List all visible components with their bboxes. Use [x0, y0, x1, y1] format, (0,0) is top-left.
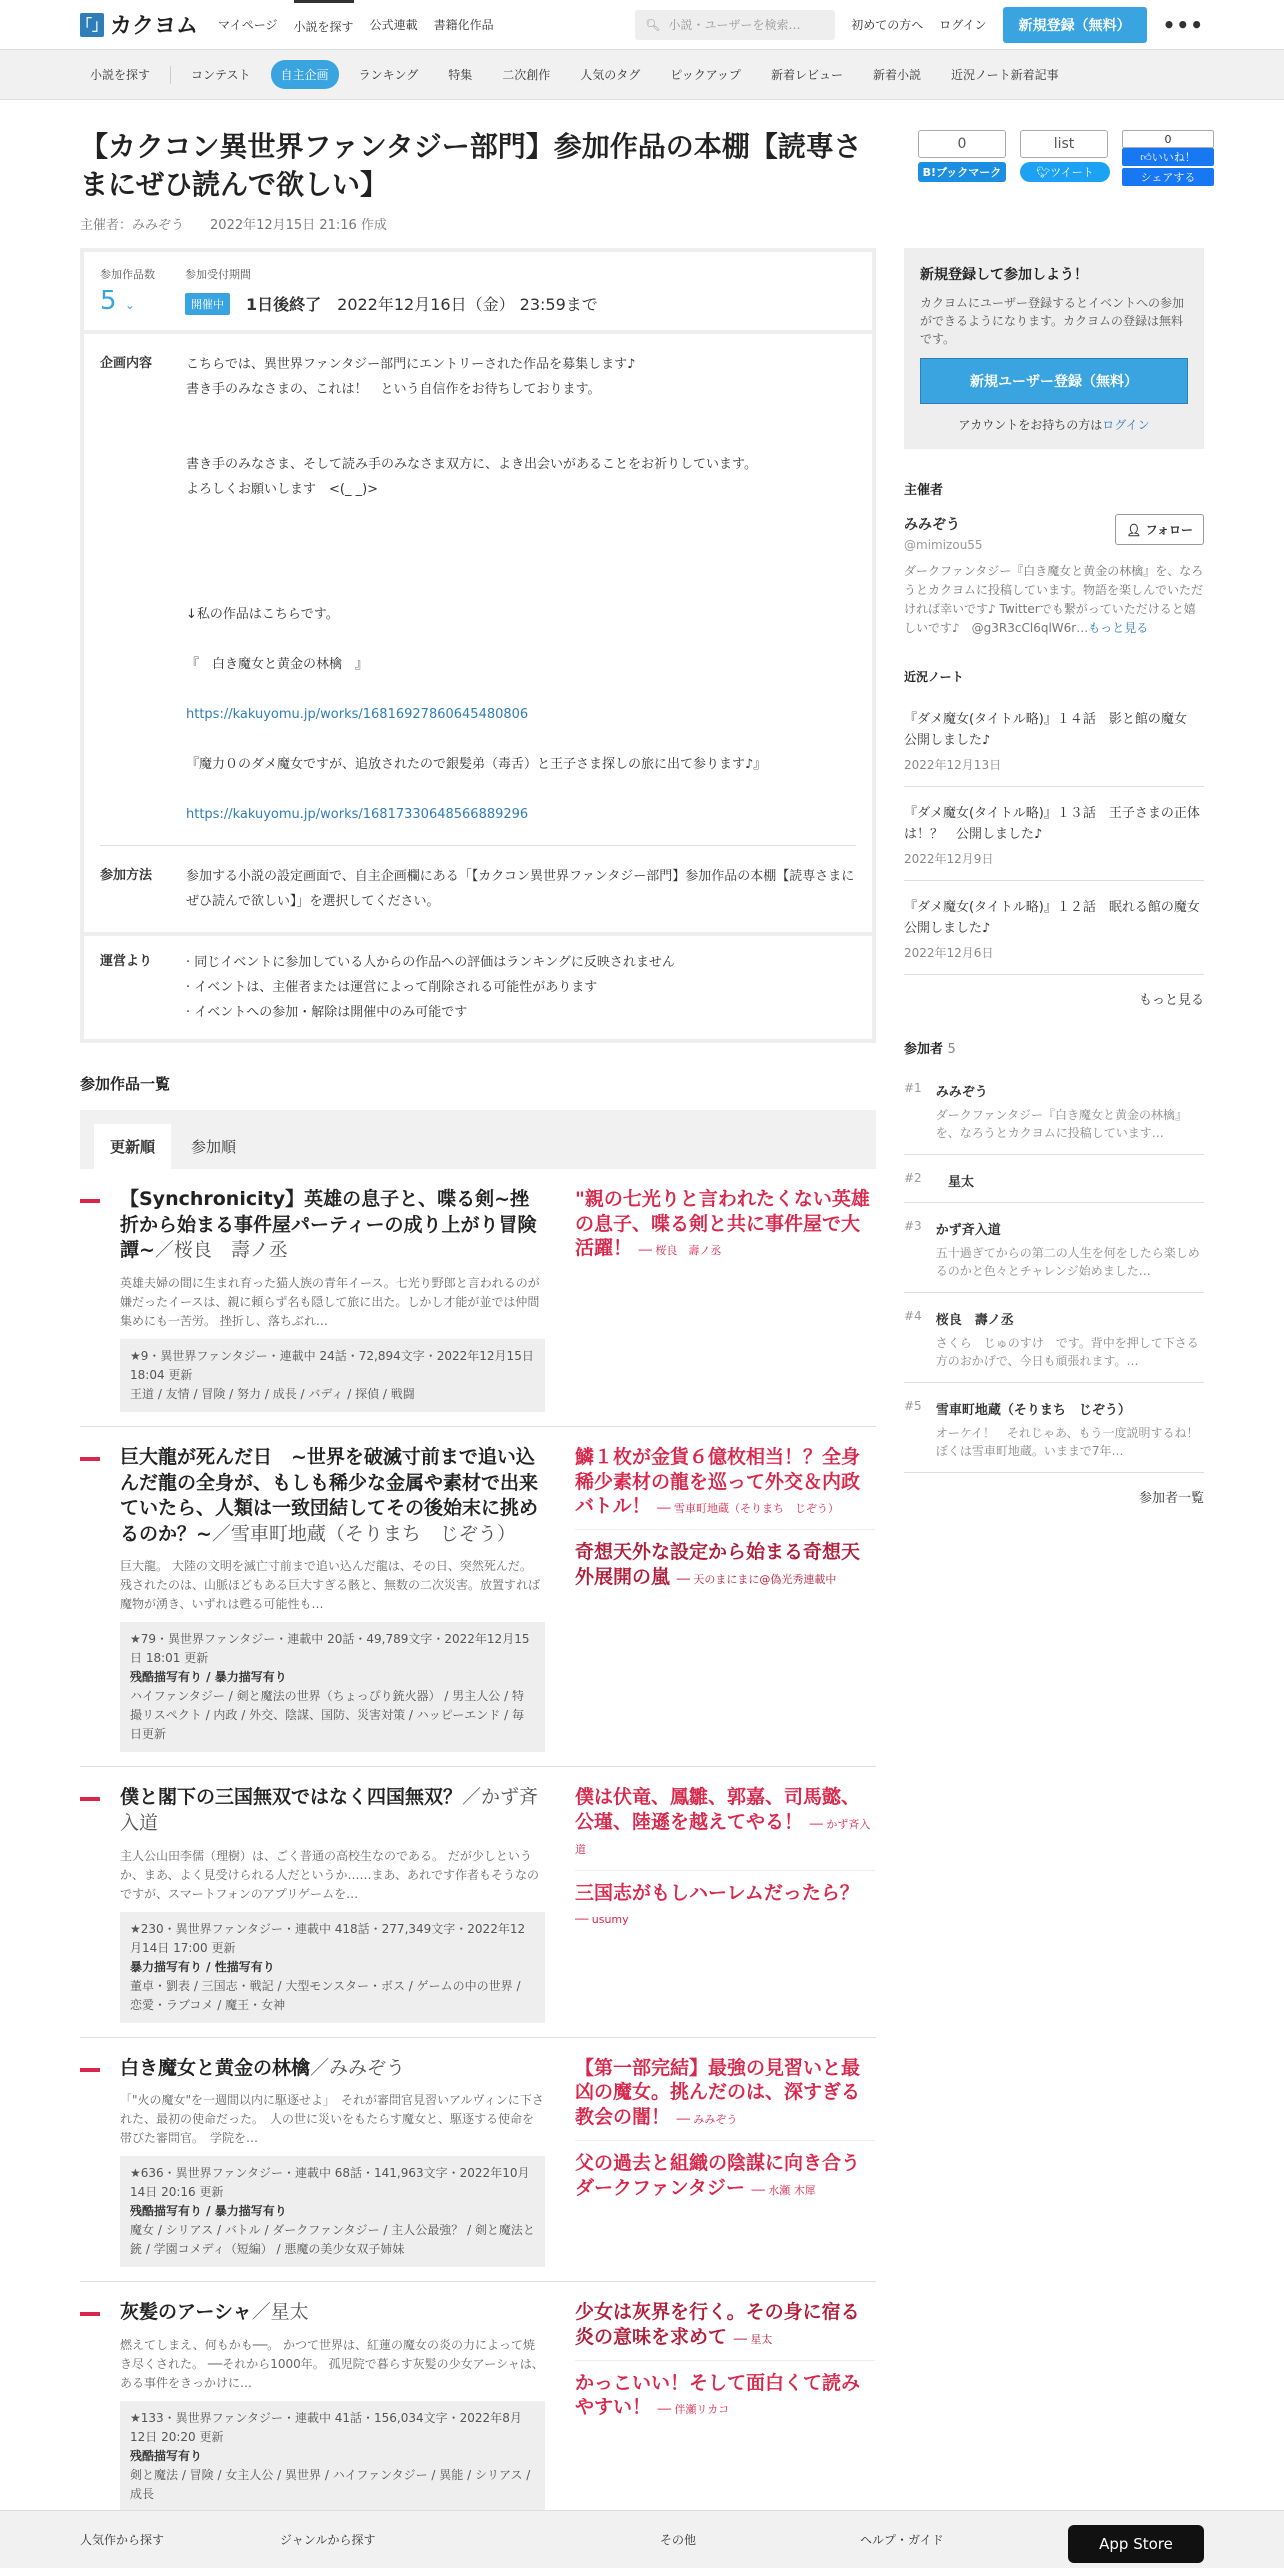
catchphrase-author: ── usumy — [575, 1913, 629, 1927]
participant-name: 星太 — [948, 1175, 975, 1190]
organizer-id: @mimizou55 — [904, 538, 983, 552]
catchphrase[interactable] — [575, 2151, 875, 2210]
work-catchphrases — [575, 2056, 875, 2268]
works-tabs — [80, 1110, 876, 1169]
participants-count: 5 — [947, 1042, 956, 1057]
sidebar-login-link[interactable]: ログイン — [1102, 418, 1150, 432]
catchphrase[interactable] — [575, 1785, 875, 1870]
participant-item[interactable] — [904, 1203, 1204, 1293]
subnav-self-event[interactable]: 自主企画 — [271, 60, 339, 89]
work-title-text: 白き魔女と黄金の林檎 — [120, 2056, 311, 2079]
catchphrase-text: 鱗１枚が金貨６億枚相当！？全身稀少素材の龍を巡って外交＆内政バトル！ — [575, 1445, 861, 1518]
catchphrase-author: ── 天のまにまに@偽光秀連載中 — [676, 1572, 837, 1586]
participant-name: かず斉入道 — [935, 1223, 1001, 1238]
note-item: · 同じイベントに参加している人からの作品への評価はランキングに反映されません — [186, 955, 675, 970]
work-catchphrases — [575, 1785, 875, 2022]
catchphrase-text: 奇想天外な設定から始まる奇想天外展開の嵐 — [575, 1540, 861, 1588]
footer — [0, 2510, 1284, 2568]
work-title[interactable] — [120, 2300, 545, 2326]
catchphrase[interactable] — [575, 1540, 875, 1599]
note-item: · イベントは、主催者または運営によって削除される可能性があります — [186, 980, 598, 995]
work-title[interactable] — [120, 2056, 545, 2082]
nav-find-novels[interactable]: 小説を探す — [294, 0, 354, 50]
works-section-title: 参加作品一覧 — [80, 1075, 171, 1093]
participant-rank: #2 — [904, 1171, 922, 1185]
news-date: 2022年12月6日 — [904, 946, 994, 960]
like-label: いいね！ — [1151, 151, 1196, 164]
participant-name: 雪車町地蔵（そりまち じぞう） — [935, 1403, 1131, 1418]
work-item — [80, 2282, 876, 2527]
subnav-tags[interactable]: 人気のタグ — [580, 68, 641, 82]
work-item — [80, 1427, 876, 1768]
footer-help[interactable]: ヘルプ・ガイド — [860, 2533, 944, 2547]
news-date: 2022年12月9日 — [904, 852, 994, 866]
subnav-new-novels[interactable]: 新着小説 — [872, 68, 921, 82]
subnav-pickup[interactable]: ピックアップ — [670, 68, 741, 82]
work-tags[interactable]: ハイファンタジー / 剣と魔法の世界（ちょっぴり銃火器） / 男主人公 / 特撮リスペクト / 内政 / 外交、陰謀、国防、災害対策 / ハッピーエンド / 毎日更新 — [130, 1689, 524, 1742]
work-count-value: 5 — [100, 286, 117, 316]
organizer-bio — [904, 562, 1204, 638]
follow-button[interactable] — [1115, 514, 1204, 545]
register-box-title: 新規登録して参加しよう！ — [920, 267, 1088, 283]
work-author[interactable]: ／かず斉入道 — [120, 1786, 539, 1835]
work-warnings: 残酷描写有り — [130, 2449, 203, 2464]
catchphrase[interactable] — [575, 2300, 875, 2360]
work-warnings: 残酷描写有り / 暴力描写有り — [130, 1670, 287, 1685]
search-icon: 🔍︎ — [645, 17, 661, 32]
user-plus-icon: 👤︎ — [1126, 523, 1142, 537]
participants-list — [904, 1065, 1204, 1473]
deadline: 2022年12月16日（金） 23:59まで — [337, 295, 598, 314]
work-description: 燃えてしまえ、何もかも──。 かつて世界は、紅蓮の魔女の炎の力によって焼き尽くされた。 ──それから1000年。 孤児院で暮らす灰髪の少女アーシャは、ある事件をきっかけに… — [120, 2338, 544, 2391]
news-title: 『ダメ魔女(タイトル略)』１３話 王子さまの正体は！？ 公開しました♪ — [904, 806, 1200, 842]
work-tags[interactable]: 王道 / 友情 / 冒険 / 努力 / 成長 / バディ / 探偵 / 戦闘 — [130, 1386, 415, 1401]
period-label: 参加受付期間 — [185, 268, 251, 281]
news-more-link[interactable]: もっと見る — [1138, 993, 1204, 1008]
work-tags[interactable]: 董卓・劉表 / 三国志・戦記 / 大型モンスター・ボス / ゲームの中の世界 / 恋愛・ラブコメ / 魔王・女神 — [130, 1978, 521, 2012]
subnav-find[interactable]: 小説を探す — [90, 68, 151, 82]
work-catchphrases — [575, 1187, 875, 1412]
catchphrase-author: ── かず斉入道 — [575, 1818, 871, 1856]
bio-more-link[interactable]: もっと見る — [1088, 621, 1149, 635]
login-link[interactable]: ログイン — [939, 18, 987, 32]
divider — [170, 66, 171, 84]
work-description: 英雄夫婦の間に生まれ育った猫人族の青年イース。七光り野郎と言われるのが嫌だったイースは、親に頼らず名も隠して旅に出た。しかし才能が並では仲間集めにも一苦労。 挫折し、落ちぶれ… — [120, 1275, 540, 1328]
subnav-fanfic[interactable]: 二次創作 — [502, 68, 551, 82]
work-link[interactable]: https://kakuyomu.jp/works/16816927860645480806 — [186, 707, 529, 722]
social-buttons — [918, 130, 1214, 186]
catchphrase-author: ── 水瀬 木犀 — [751, 2183, 816, 2197]
work-tags[interactable]: 魔女 / シリアス / バトル / ダークファンタジー / 主人公最強？ / 剣と魔法と銃 / 学園コメディ（短編） / 悪魔の美少女双子姉妹 — [130, 2223, 535, 2257]
follow-label: フォロー — [1145, 523, 1193, 537]
catchphrase-text: "親の七光りと言われたくない英雄の息子、喋る剣と共に事件屋で大活躍！ — [575, 1188, 870, 1260]
participant-item[interactable] — [904, 1383, 1204, 1473]
work-catchphrases — [575, 2300, 875, 2512]
participant-name: みみぞう — [935, 1085, 988, 1100]
nav-mypage[interactable]: マイページ — [218, 18, 278, 32]
work-marker — [80, 2068, 100, 2072]
participant-rank: #3 — [904, 1219, 922, 1233]
catchphrase[interactable] — [575, 2056, 875, 2141]
work-title-text: 巨大龍が死んだ日 ~世界を破滅寸前まで追い込んだ龍の全身が、もしも稀少な金属や素材で出来ていたら、人類は一致団結してその後始末に挑めるのか？~ — [120, 1445, 539, 1545]
organizer-bio-text: ダークファンタジー『白き魔女と黄金の林檎』を、なろうとカクヨムに投稿しています。物語を楽しんでいただければ幸いです♪ Twitterでも繋がっていただけると嬉しいです♪ @g3R3cCl6qlW6r… — [904, 564, 1204, 635]
subnav-contest[interactable]: コンテスト — [191, 68, 251, 82]
participant-rank: #5 — [904, 1399, 922, 1413]
work-stats: ★79・異世界ファンタジー・連載中 20話・49,789文字・2022年12月15日 18:01 更新 — [130, 1632, 530, 1666]
nav-books[interactable]: 書籍化作品 — [433, 18, 494, 32]
work-tags[interactable]: 剣と魔法 / 冒険 / 女主人公 / 異世界 / ハイファンタジー / 異能 / シリアス / 成長 — [130, 2468, 531, 2502]
news-title: 『ダメ魔女(タイトル略)』１２話 眠れる館の魔女 公開しました♪ — [904, 900, 1213, 936]
work-title[interactable] — [120, 1445, 545, 1548]
subnav-ranking[interactable]: ランキング — [358, 68, 419, 82]
notes-label: 運営より — [100, 954, 153, 969]
page-title: 【カクコン異世界ファンタジー部門】参加作品の本棚【読専さまにぜひ読んで欲しい】 — [80, 130, 862, 201]
work-meta — [120, 1339, 545, 1412]
logo[interactable] — [77, 9, 199, 40]
catchphrase-text: 少女は灰界を行く。その身に宿る炎の意味を求めて — [575, 2301, 860, 2349]
like-count: 0 — [1122, 130, 1214, 148]
participant-bio: さくら じゅのすけ です。背中を押して下さる方のおかげで、今日も頑張れます。… — [935, 1336, 1199, 1368]
content-line: よろしくお願いします <(_ _)> — [186, 482, 379, 497]
work-author[interactable]: ／みみぞう — [310, 2056, 406, 2079]
work-marker — [80, 2312, 100, 2316]
work-item — [80, 1767, 876, 2037]
sub-nav — [0, 50, 1284, 100]
app-store-button[interactable]: App Store — [1068, 2525, 1204, 2563]
catchphrase-text: 僕は伏竜、鳳雛、郭嘉、司馬懿、公瑾、陸遜を越えてやる！ — [575, 1786, 861, 1834]
work-meta — [120, 1622, 545, 1752]
work-marker — [80, 1797, 100, 1801]
footer-popular[interactable]: 人気作から探す — [80, 2533, 165, 2547]
participant-rank: #1 — [904, 1081, 922, 1095]
work-description: 「"火の魔女"を一週間以内に駆逐せよ」 それが審問官見習いアルヴィンに下された、最初の使命だった。 人の世に災いをもたらす魔女と、駆逐する使命を帯びた審問官。 学院を… — [120, 2093, 544, 2146]
catchphrase-text: 【第一部完結】最強の見習いと最凶の魔女。挑んだのは、深すぎる教会の闇！ — [575, 2056, 861, 2129]
method-label: 参加方法 — [100, 868, 153, 883]
search-input[interactable] — [635, 10, 835, 40]
participant-bio: 五十過ぎてからの第二の人生を何をしたら楽しめるのかと色々とチャレンジ始めました… — [935, 1246, 1200, 1278]
participant-item[interactable] — [904, 1065, 1204, 1155]
sidebar — [904, 248, 1213, 1506]
work-description: 主人公山田李儒（理樹）は、ごく普通の高校生なのである。 だが少しというか、まあ、よく見受けられる人だというか……まあ、あれです作者もそうなのですが、スマートフォンのアプリゲームを… — [120, 1848, 540, 1901]
subnav-reviews[interactable]: 新着レビュー — [770, 68, 843, 82]
catchphrase-author: ── 雪車町地蔵（そりまち じぞう） — [657, 1502, 839, 1516]
more-menu-icon[interactable]: ••• — [1162, 12, 1204, 37]
tab-updated[interactable]: 更新順 — [94, 1124, 171, 1169]
catchphrase-author: ── 伴瀬リカコ — [657, 2403, 730, 2417]
work-stats: ★9・異世界ファンタジー・連載中 24話・72,894文字・2022年12月15日 18:04 更新 — [130, 1348, 534, 1382]
list-button[interactable]: list — [1020, 130, 1108, 158]
footer-other[interactable]: その他 — [660, 2533, 697, 2547]
news-date: 2022年12月13日 — [904, 758, 1002, 772]
organizer-heading: 主催者 — [904, 483, 944, 498]
catchphrase[interactable] — [575, 1445, 875, 1530]
top-header — [0, 0, 1284, 50]
catchphrase[interactable] — [575, 1187, 875, 1271]
participant-rank: #4 — [904, 1309, 922, 1323]
login-prefix: アカウントをお持ちの方は — [958, 418, 1103, 432]
catchphrase[interactable] — [575, 1881, 875, 1940]
tweet-label: ツイート — [1050, 166, 1094, 179]
thumbs-up-icon: 👍︎ — [1140, 150, 1152, 164]
hatena-bookmark-button[interactable]: B!ブックマーク — [918, 162, 1006, 182]
chevron-down-icon: ⌄ — [124, 298, 135, 312]
work-meta — [120, 2156, 545, 2267]
work-title[interactable] — [120, 1187, 545, 1264]
register-button[interactable]: 新規登録（無料） — [1003, 7, 1147, 43]
logo-text: カクヨム — [110, 14, 199, 39]
content-body — [186, 352, 766, 827]
participant-item[interactable] — [904, 1293, 1204, 1383]
participants-label: 参加者 — [904, 1042, 944, 1057]
work-warnings: 暴力描写有り / 性描写有り — [130, 1959, 275, 1974]
notes-list — [186, 950, 675, 1025]
work-link[interactable]: https://kakuyomu.jp/works/16817330648566889296 — [186, 807, 529, 822]
page-meta — [80, 214, 880, 233]
like-button[interactable] — [1122, 148, 1214, 166]
work-catchphrases — [575, 1445, 875, 1753]
news-heading: 近況ノート — [904, 670, 964, 684]
work-author[interactable]: ／桜良 壽ノ丞 — [154, 1239, 288, 1262]
content-line: 書き手のみなさま、そして読み手のみなさま双方に、よき出会いがあることをお祈りしています。 — [186, 457, 757, 472]
twitter-icon: 🐦︎ — [1036, 165, 1051, 179]
news-title: 『ダメ魔女(タイトル略)』１４話 影と館の魔女 公開しました♪ — [904, 712, 1200, 748]
participants-heading — [904, 1038, 1204, 1065]
note-item: · イベントへの参加・解除は開催中のみ可能です — [186, 1005, 468, 1020]
tab-joined[interactable]: 参加順 — [191, 1138, 237, 1156]
event-info-box — [80, 248, 876, 1043]
content-label: 企画内容 — [100, 356, 153, 371]
remaining-time: 1日後終了 — [246, 295, 322, 314]
work-stats: ★133・異世界ファンタジー・連載中 41話・156,034文字・2022年8月12日 20:20 更新 — [130, 2411, 522, 2445]
work-title-text: 僕と閣下の三国無双ではなく四国無双？ — [120, 1786, 463, 1809]
catchphrase-text: かっこいい！そして面白くて読みやすい！ — [575, 2371, 861, 2419]
works-list — [80, 1169, 876, 2527]
catchphrase-author: ── 星太 — [733, 2333, 773, 2347]
register-box — [904, 248, 1204, 449]
work-title[interactable] — [120, 1785, 545, 1836]
work-marker — [80, 1199, 100, 1203]
work-stats: ★636・異世界ファンタジー・連載中 68話・141,963文字・2022年10月14日 20:16 更新 — [130, 2166, 530, 2200]
work-author[interactable]: ／星太 — [251, 2301, 309, 2324]
participant-item[interactable] — [904, 1155, 1204, 1203]
content-line: 書き手のみなさまの、これは！ という自信作をお待ちしております。 — [186, 382, 601, 397]
news-item[interactable] — [904, 693, 1204, 787]
created-date: 2022年12月15日 21:16 作成 — [210, 217, 387, 233]
work-title-text: 灰髪のアーシャ — [120, 2301, 252, 2324]
news-item[interactable] — [904, 881, 1213, 975]
catchphrase-author: ── 桜良 壽ノ丞 — [638, 1244, 722, 1258]
participant-bio: オーケイ！ それじゃあ、もう一度説明するね！ぼくは雪車町地蔵。いままで7年… — [935, 1426, 1199, 1458]
participant-name: 桜良 壽ノ丞 — [935, 1313, 1014, 1328]
work-title-text: 【Synchronicity】英雄の息子と、喋る剣~挫折から始まる事件屋パーティーの成り上がり冒険譚~ — [120, 1188, 537, 1262]
work-warnings: 残酷描写有り / 暴力描写有り — [130, 2204, 287, 2219]
catchphrase[interactable] — [575, 2371, 875, 2430]
tweet-button[interactable] — [1020, 162, 1110, 182]
organizer: 主催者：みみぞう — [80, 217, 185, 233]
organizer-name[interactable]: みみぞう — [904, 517, 960, 533]
work-item — [80, 2038, 876, 2283]
participant-bio: ダークファンタジー『白き魔女と黄金の林檎』を、なろうとカクヨムに投稿しています… — [935, 1108, 1187, 1140]
footer-genre[interactable]: ジャンルから探す — [280, 2533, 376, 2547]
count-label: 参加作品数 — [100, 268, 155, 281]
content-line: ↓私の作品はこちらです。 — [186, 607, 339, 622]
subnav-news[interactable]: 近況ノート新着記事 — [950, 68, 1059, 82]
subnav-feature[interactable]: 特集 — [448, 68, 473, 82]
content-line: 『魔力０のダメ魔女ですが、追放されたので銀髪弟（毒舌）と王子さま探しの旅に出て参ります♪』 — [186, 757, 767, 772]
work-meta — [120, 2401, 545, 2512]
first-time-link[interactable]: 初めての方へ — [851, 18, 924, 32]
work-item — [80, 1169, 876, 1427]
catchphrase-text: 三国志がもしハーレムだったら？ — [575, 1881, 859, 1904]
register-box-text: カクヨムにユーザー登録するとイベントへの参加ができるようになります。カクヨムの登録は無料です。 — [920, 296, 1185, 346]
method-text: 参加する小説の設定画面で、自主企画欄にある「【カクコン異世界ファンタジー部門】参加作品の本棚【読専さまにぜひ読んで欲しい】」を選択してください。 — [186, 869, 855, 909]
bookmark-count: 0 — [918, 130, 1006, 158]
catchphrase-text: 父の過去と組織の陰謀に向き合うダークファンタジー — [575, 2151, 861, 2199]
share-button[interactable]: シェアする — [1122, 168, 1214, 186]
work-marker — [80, 1457, 100, 1461]
work-author[interactable]: ／雪車町地蔵（そりまち じぞう） — [211, 1522, 516, 1545]
header-nav — [218, 0, 494, 50]
status-badge: 開催中 — [185, 293, 230, 315]
work-stats: ★230・異世界ファンタジー・連載中 418話・277,349文字・2022年12月14日 17:00 更新 — [130, 1921, 526, 1955]
nav-official[interactable]: 公式連載 — [369, 18, 418, 32]
work-meta — [120, 1912, 545, 2023]
content-line: こちらでは、異世界ファンタジー部門にエントリーされた作品を募集します♪ — [186, 357, 636, 372]
content-line: 『 白き魔女と黄金の林檎 』 — [186, 657, 369, 672]
logo-mark: 「」 — [80, 13, 104, 37]
catchphrase-author: ── みみぞう — [676, 2113, 738, 2127]
work-count[interactable] — [100, 286, 155, 316]
search-placeholder: 小説・ユーザーを検索… — [668, 18, 801, 32]
new-user-register-button[interactable]: 新規ユーザー登録（無料） — [920, 358, 1188, 404]
news-list — [904, 693, 1213, 975]
news-item[interactable] — [904, 787, 1204, 881]
participants-more-link[interactable]: 参加者一覧 — [1138, 1491, 1204, 1506]
work-description: 巨大龍。 大陸の文明を滅亡寸前まで追い込んだ龍は、その日、突然死んだ。 残されたのは、山脈ほどもある巨大すぎる骸と、無数の二次災害。放置すれば魔物が湧き、いずれは甦る可能性も… — [120, 1559, 541, 1612]
